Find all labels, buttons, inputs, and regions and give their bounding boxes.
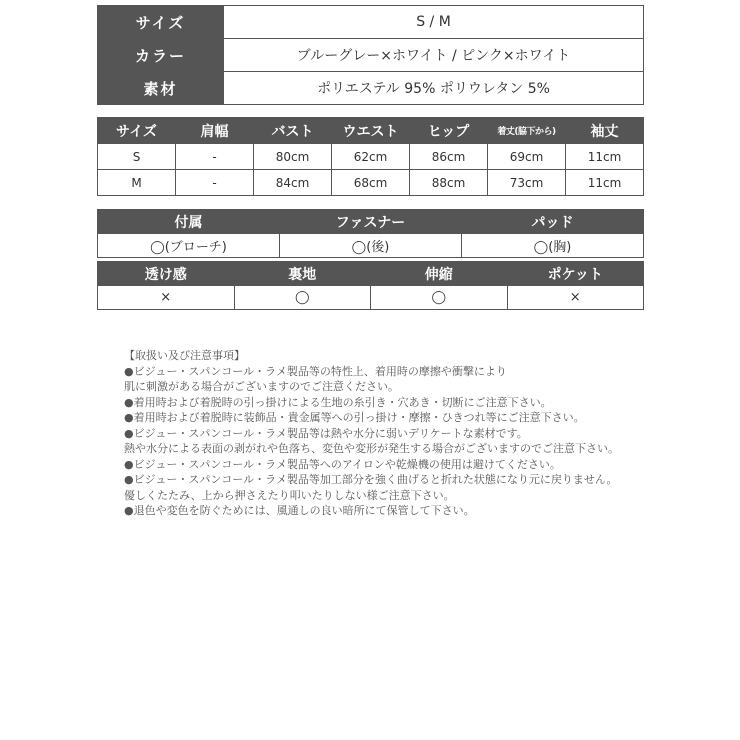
option-value: × — [98, 286, 235, 310]
size-cell: 69cm — [488, 144, 566, 170]
size-header-hip: ヒップ — [410, 118, 488, 144]
spec-row-color — [98, 39, 644, 72]
option-value: ◯(ブローチ) — [98, 234, 280, 258]
option-header: 裏地 — [234, 262, 371, 286]
table-row — [98, 144, 644, 170]
size-header-waist: ウエスト — [332, 118, 410, 144]
spec-label: サイズ — [98, 6, 224, 39]
feature-table — [97, 261, 644, 310]
spec-value: ブルーグレー×ホワイト / ピンク×ホワイト — [224, 39, 644, 72]
care-note-line: 肌に刺激がある場合がございますのでご注意ください。 — [124, 380, 399, 393]
option-value: ◯(後) — [280, 234, 462, 258]
care-note-line: 熱や水分による表面の剥がれや色落ち、変色や変形が発生する場合がございますのでご注意下さい。 — [124, 442, 619, 455]
table-row — [98, 286, 644, 310]
size-table — [97, 117, 644, 196]
spec-table — [97, 5, 644, 105]
table-row — [98, 210, 644, 234]
spec-row-material — [98, 72, 644, 105]
care-notes — [124, 348, 724, 519]
spec-label: 素材 — [98, 72, 224, 105]
size-cell: 11cm — [566, 170, 644, 196]
size-cell: 88cm — [410, 170, 488, 196]
care-notes-title: 【取扱い及び注意事項】 — [124, 349, 245, 362]
care-note-line: 優しくたたみ、上から押さえたり叩いたりしない様ご注意下さい。 — [124, 488, 455, 502]
care-note-line: ●ビジュー・スパンコール・ラメ製品等加工部分を強く曲げると折れた状態になり元に戻りません。 — [124, 473, 618, 486]
option-value: ◯ — [371, 286, 508, 310]
care-note-line: ●着用時および着脱時に装飾品・貴金属等への引っ掛け・摩擦・ひきつれ等にご注意下さい。 — [124, 411, 585, 424]
care-note-line: ●ビジュー・スパンコール・ラメ製品等へのアイロンや乾燥機の使用は避けてください。 — [124, 457, 561, 471]
size-cell: - — [176, 144, 254, 170]
spec-row-size — [98, 6, 644, 39]
size-header-size: サイズ — [98, 118, 176, 144]
table-row — [98, 234, 644, 258]
care-note-line: ●ビジュー・スパンコール・ラメ製品等の特性上、着用時の摩擦や衝撃により — [124, 364, 507, 378]
option-header: 付属 — [98, 210, 280, 234]
option-value: ◯(胸) — [462, 234, 644, 258]
size-cell: S — [98, 144, 176, 170]
size-header-length: 着丈(脇下から) — [488, 118, 566, 144]
size-cell: M — [98, 170, 176, 196]
spec-value: ポリエステル 95% ポリウレタン 5% — [224, 72, 644, 105]
spec-value: S / M — [224, 6, 644, 39]
table-row — [98, 262, 644, 286]
size-cell: 68cm — [332, 170, 410, 196]
spec-label: カラー — [98, 39, 224, 72]
size-cell: 80cm — [254, 144, 332, 170]
option-value: ◯ — [234, 286, 371, 310]
size-cell: 84cm — [254, 170, 332, 196]
size-cell: - — [176, 170, 254, 196]
care-note-line: ●ビジュー・スパンコール・ラメ製品等は熱や水分に弱いデリケートな素材です。 — [124, 426, 528, 440]
size-cell: 73cm — [488, 170, 566, 196]
accessory-table — [97, 209, 644, 258]
option-header: 伸縮 — [371, 262, 508, 286]
care-note-line: ●着用時および着脱時の引っ掛けによる生地の糸引き・穴あき・切断にご注意下さい。 — [124, 395, 552, 409]
size-table-header — [98, 118, 644, 144]
option-header: ファスナー — [280, 210, 462, 234]
size-cell: 11cm — [566, 144, 644, 170]
size-cell: 62cm — [332, 144, 410, 170]
care-note-line: ●退色や変色を防ぐためには、風通しの良い暗所にて保管して下さい。 — [124, 504, 475, 517]
option-header: 透け感 — [98, 262, 235, 286]
size-cell: 86cm — [410, 144, 488, 170]
option-header: ポケット — [507, 262, 644, 286]
size-header-bust: バスト — [254, 118, 332, 144]
option-header: パッド — [462, 210, 644, 234]
option-value: × — [507, 286, 644, 310]
size-header-shoulder: 肩幅 — [176, 118, 254, 144]
size-header-sleeve: 袖丈 — [566, 118, 644, 144]
table-row — [98, 170, 644, 196]
